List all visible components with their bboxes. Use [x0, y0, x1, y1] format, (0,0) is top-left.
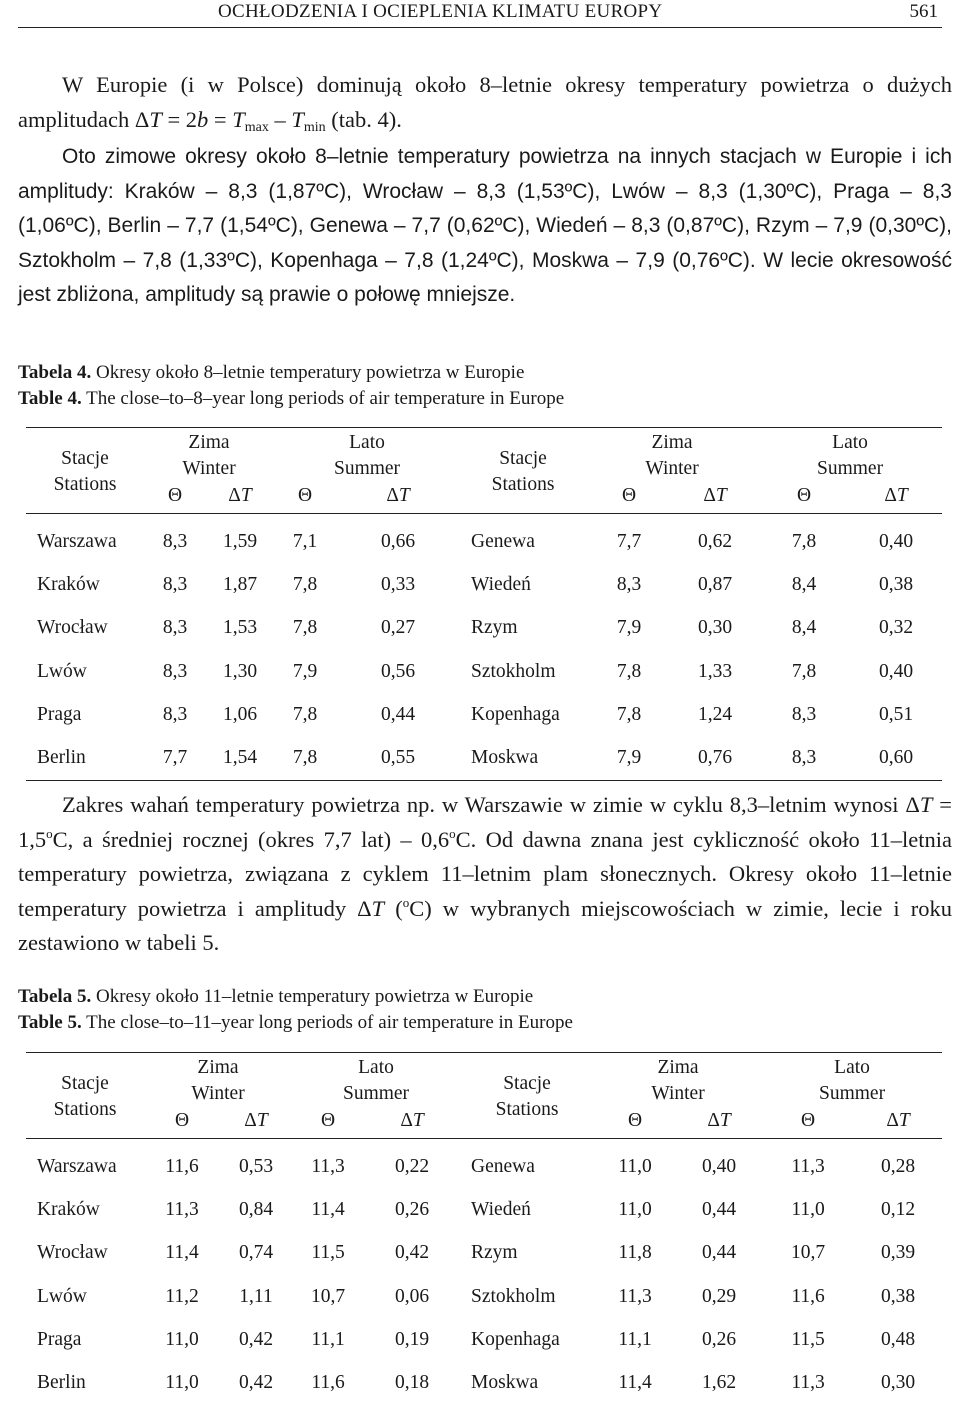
- value-cell: 7,8: [616, 703, 642, 725]
- value-cell: 11,1: [618, 1328, 652, 1350]
- value-cell: 0,26: [394, 1198, 430, 1220]
- value-cell: 11,3: [618, 1285, 652, 1307]
- value-cell: 8,3: [162, 573, 188, 595]
- station-name-cell: Wiedeń: [471, 1198, 531, 1220]
- station-name-cell: Sztokholm: [471, 660, 556, 682]
- theta-header: Θ: [621, 485, 637, 506]
- value-cell: 0,56: [380, 660, 416, 682]
- value-cell: 11,4: [311, 1198, 345, 1220]
- value-cell: 0,66: [380, 530, 416, 552]
- station-name-cell: Kopenhaga: [471, 703, 560, 725]
- paragraph-amplitudes: [18, 788, 952, 961]
- value-cell: 11,8: [618, 1242, 652, 1264]
- value-cell: 0,06: [394, 1285, 430, 1307]
- value-cell: 0,44: [380, 703, 416, 725]
- degree-mark: o: [46, 825, 53, 841]
- value-cell: 8,3: [791, 747, 817, 769]
- var-t: T: [371, 895, 385, 921]
- delta-symbol: Δ: [134, 106, 150, 132]
- value-cell: 1,53: [222, 617, 258, 639]
- table-row: [26, 514, 942, 564]
- station-name-cell: Rzym: [471, 1242, 518, 1264]
- station-name-cell: Lwów: [37, 1285, 87, 1307]
- value-cell: 8,3: [162, 530, 188, 552]
- station-name-cell: Wrocław: [37, 617, 108, 639]
- value-cell: 0,32: [878, 617, 914, 639]
- value-cell: 0,42: [238, 1328, 274, 1350]
- table-row: [26, 1275, 942, 1318]
- paragraph-amplitudes-text-f: C) w wybranych miejscowościach w zimie, lecie i roku zestawiono w tabeli 5.: [18, 895, 952, 956]
- value-cell: 11,3: [791, 1372, 825, 1394]
- summer-header: Lato Summer: [342, 1057, 410, 1104]
- table4-caption: [18, 360, 564, 412]
- value-cell: 0,39: [880, 1242, 916, 1264]
- table-row: [26, 736, 942, 780]
- paragraph-amplitudes-text-e: (: [384, 895, 403, 921]
- equals-text: = 2: [161, 106, 198, 132]
- value-cell: 0,76: [697, 747, 733, 769]
- table5-caption-pl: Okresy około 11–letnie temperatury powietrza w Europie: [91, 986, 534, 1007]
- station-name-cell: Moskwa: [471, 1372, 539, 1394]
- table-row: [26, 1188, 942, 1231]
- value-cell: 7,8: [292, 703, 318, 725]
- value-cell: 7,9: [616, 617, 642, 639]
- subscript-min: min: [303, 119, 326, 135]
- summer-header-2: Lato Summer: [818, 1057, 886, 1104]
- value-cell: 11,5: [311, 1242, 345, 1264]
- delta-t-header: ΔT: [886, 1110, 910, 1131]
- value-cell: 0,29: [701, 1285, 737, 1307]
- subscript-max: max: [244, 119, 269, 135]
- equals-text-2: =: [208, 106, 233, 132]
- value-cell: 0,26: [701, 1328, 737, 1350]
- theta-header: Θ: [174, 1110, 190, 1131]
- stations-header: Stacje Stations: [53, 1072, 117, 1120]
- station-name-cell: Moskwa: [471, 747, 539, 769]
- value-cell: 0,22: [394, 1155, 430, 1177]
- value-cell: 1,33: [697, 660, 733, 682]
- station-name-cell: Berlin: [37, 1372, 86, 1394]
- station-name-cell: Praga: [37, 703, 82, 725]
- paragraph-amplitudes-text-c: C, a średniej rocznej (okres 7,7 lat) – 0,6: [52, 826, 450, 852]
- value-cell: 0,84: [238, 1198, 274, 1220]
- delta-symbol: Δ: [905, 792, 920, 817]
- table5-label-en: Table 5.: [18, 1012, 82, 1033]
- value-cell: 11,0: [791, 1198, 825, 1220]
- value-cell: 0,18: [394, 1372, 430, 1394]
- station-name-cell: Genewa: [471, 530, 535, 552]
- value-cell: 11,6: [791, 1285, 825, 1307]
- var-t: T: [149, 106, 162, 132]
- table4-caption-en: The close–to–8–year long periods of air temperature in Europe: [81, 388, 565, 409]
- value-cell: 11,0: [165, 1328, 199, 1350]
- summer-header: Lato Summer: [333, 432, 401, 479]
- value-cell: 11,4: [618, 1372, 652, 1394]
- value-cell: 11,4: [165, 1242, 199, 1264]
- station-name-cell: Genewa: [471, 1155, 535, 1177]
- delta-t-header: ΔT: [884, 485, 908, 506]
- table5-label-pl: Tabela 5.: [18, 986, 92, 1007]
- delta-t-header: ΔT: [228, 485, 252, 506]
- station-name-cell: Lwów: [37, 660, 87, 682]
- table5-caption-en: The close–to–11–year long periods of air temperature in Europe: [81, 1012, 573, 1033]
- var-tmax: T: [232, 106, 245, 132]
- theta-header: Θ: [167, 485, 183, 506]
- value-cell: 7,7: [616, 530, 642, 552]
- paragraph-intro-tail: (tab. 4).: [325, 106, 402, 132]
- value-cell: 11,1: [311, 1328, 345, 1350]
- delta-t-header: ΔT: [386, 485, 410, 506]
- table-row: [26, 1139, 942, 1189]
- table-row: [26, 607, 942, 650]
- theta-header: Θ: [800, 1110, 816, 1131]
- value-cell: 7,8: [292, 573, 318, 595]
- value-cell: 1,59: [222, 530, 258, 552]
- value-cell: 7,8: [791, 530, 817, 552]
- summer-header-2: Lato Summer: [816, 432, 884, 479]
- value-cell: 7,1: [292, 530, 318, 552]
- value-cell: 11,6: [311, 1372, 345, 1394]
- station-name-cell: Wrocław: [37, 1242, 108, 1264]
- table-row: [26, 650, 942, 693]
- table4-label-en: Table 4.: [18, 388, 82, 409]
- station-name-cell: Berlin: [37, 747, 86, 769]
- winter-header: Zima Winter: [191, 1057, 245, 1104]
- delta-t-header: ΔT: [707, 1110, 731, 1131]
- table4: [26, 427, 942, 781]
- degree-mark: o: [449, 825, 456, 841]
- table5-body: [26, 1139, 942, 1405]
- station-name-cell: Warszawa: [37, 530, 117, 552]
- value-cell: 1,54: [222, 747, 258, 769]
- value-cell: 8,4: [791, 617, 817, 639]
- table-row: [26, 1361, 942, 1404]
- value-cell: 11,0: [165, 1372, 199, 1394]
- running-head: [18, 0, 942, 28]
- value-cell: 8,3: [616, 573, 642, 595]
- value-cell: 1,24: [697, 703, 733, 725]
- table4-caption-pl: Okresy około 8–letnie temperatury powietrza w Europie: [91, 362, 525, 383]
- value-cell: 0,12: [880, 1198, 916, 1220]
- page-number: 561: [909, 1, 938, 22]
- station-name-cell: Wiedeń: [471, 573, 531, 595]
- value-cell: 0,87: [697, 573, 733, 595]
- value-cell: 1,11: [239, 1285, 273, 1307]
- value-cell: 0,44: [701, 1242, 737, 1264]
- station-name-cell: Kraków: [37, 573, 100, 595]
- stations-header: Stacje Stations: [53, 447, 117, 495]
- table-row: [26, 693, 942, 736]
- value-cell: 0,33: [380, 573, 416, 595]
- value-cell: 8,4: [791, 573, 817, 595]
- value-cell: 0,44: [701, 1198, 737, 1220]
- paragraph-intro: [18, 68, 952, 137]
- winter-header: Zima Winter: [182, 432, 236, 479]
- station-name-cell: Warszawa: [37, 1155, 117, 1177]
- value-cell: 0,42: [238, 1372, 274, 1394]
- value-cell: 0,40: [701, 1155, 737, 1177]
- station-name-cell: Sztokholm: [471, 1285, 556, 1307]
- value-cell: 11,3: [165, 1198, 199, 1220]
- value-cell: 1,87: [222, 573, 258, 595]
- degree-mark: o: [402, 894, 410, 910]
- paragraph-winter-periods: [18, 140, 952, 313]
- value-cell: 0,38: [880, 1285, 916, 1307]
- paragraph-winter-periods-text: Oto zimowe okresy około 8–letnie temperatury powietrza na innych stacjach w Europie i ich amplitudy: Kraków – 8,3 (1,87ºC), Wrocław – 8,3 (1,53ºC), Lwów – 8,3 (1,30ºC), Praga – 8,3 (1,06ºC), Berlin – 7,7 (1,54ºC), Genewa – 7,7 (0,62ºC), Wiedeń – 8,3 (0,87ºC), Rzym – 7,9 (0,30ºC), Sztokholm – 7,8 (1,33ºC), Kopenhaga – 7,8 (1,24ºC), Moskwa – 7,9 (0,76ºC). W lecie okresowość jest zbliżona, amplitudy są prawie o połowę mniejsze.: [18, 145, 952, 306]
- station-name-cell: Rzym: [471, 617, 518, 639]
- dash-text: –: [268, 106, 292, 132]
- delta-t-header: ΔT: [703, 485, 727, 506]
- table4-body: [26, 514, 942, 781]
- theta-header: Θ: [627, 1110, 643, 1131]
- var-tmin: T: [291, 106, 304, 132]
- value-cell: 11,0: [618, 1155, 652, 1177]
- value-cell: 0,74: [238, 1242, 274, 1264]
- value-cell: 7,8: [292, 617, 318, 639]
- paragraph-amplitudes-text-b: = 1,5: [18, 792, 952, 852]
- delta-symbol: Δ: [357, 895, 372, 921]
- value-cell: 0,30: [880, 1372, 916, 1394]
- value-cell: 0,48: [880, 1328, 916, 1350]
- running-head-title: OCHŁODZENIA I OCIEPLENIA KLIMATU EUROPY: [218, 1, 663, 22]
- station-name-cell: Praga: [37, 1328, 82, 1350]
- value-cell: 0,51: [878, 703, 914, 725]
- value-cell: 0,27: [380, 617, 416, 639]
- delta-t-header: ΔT: [244, 1110, 268, 1131]
- theta-header: Θ: [796, 485, 812, 506]
- value-cell: 0,38: [878, 573, 914, 595]
- var-t: T: [919, 792, 933, 817]
- value-cell: 0,62: [697, 530, 733, 552]
- station-name-cell: Kraków: [37, 1198, 100, 1220]
- table-row: [26, 563, 942, 606]
- value-cell: 0,19: [394, 1328, 430, 1350]
- value-cell: 1,30: [222, 660, 258, 682]
- value-cell: 11,2: [165, 1285, 199, 1307]
- value-cell: 8,3: [162, 617, 188, 639]
- table-row: [26, 1232, 942, 1275]
- value-cell: 7,9: [616, 747, 642, 769]
- paragraph-intro-text: W Europie (i w Polsce) dominują około 8–letnie okresy temperatury powietrza o dużych amplitudach: [18, 72, 952, 132]
- table5: [26, 1052, 942, 1405]
- value-cell: 8,3: [162, 703, 188, 725]
- var-b: b: [197, 106, 209, 132]
- value-cell: 8,3: [162, 660, 188, 682]
- table4-label-pl: Tabela 4.: [18, 362, 92, 383]
- stations-header-2: Stacje Stations: [495, 1072, 559, 1120]
- value-cell: 11,0: [618, 1198, 652, 1220]
- value-cell: 10,7: [310, 1285, 346, 1307]
- value-cell: 0,30: [697, 617, 733, 639]
- value-cell: 7,9: [292, 660, 318, 682]
- value-cell: 7,8: [292, 747, 318, 769]
- stations-header-2: Stacje Stations: [491, 447, 555, 495]
- paragraph-amplitudes-text-a: Zakres wahań temperatury powietrza np. w Warszawie w zimie w cyklu 8,3–letnim wynosi: [62, 792, 906, 817]
- winter-header-2: Zima Winter: [651, 1057, 705, 1104]
- winter-header-2: Zima Winter: [645, 432, 699, 479]
- theta-header: Θ: [297, 485, 313, 506]
- value-cell: 7,7: [162, 747, 188, 769]
- value-cell: 8,3: [791, 703, 817, 725]
- value-cell: 7,8: [791, 660, 817, 682]
- delta-t-header: ΔT: [400, 1110, 424, 1131]
- value-cell: 7,8: [616, 660, 642, 682]
- station-name-cell: Kopenhaga: [471, 1328, 560, 1350]
- value-cell: 1,62: [701, 1372, 737, 1394]
- table5-caption: [18, 984, 573, 1036]
- paragraph-amplitudes-text-d: C. Od dawna znana jest cykliczność około 11–letnia temperatury powietrza, związana z cyklem 11–letnim plam słonecznych. Okresy około 11–letnie temperatury powietrza i amplitudy: [18, 826, 953, 921]
- value-cell: 0,28: [880, 1155, 916, 1177]
- value-cell: 1,06: [222, 703, 258, 725]
- table-row: [26, 1318, 942, 1361]
- value-cell: 11,6: [165, 1155, 199, 1177]
- value-cell: 10,7: [790, 1242, 826, 1264]
- value-cell: 0,55: [380, 747, 416, 769]
- value-cell: 0,53: [238, 1155, 274, 1177]
- value-cell: 0,60: [878, 747, 914, 769]
- value-cell: 0,40: [878, 530, 914, 552]
- value-cell: 0,42: [394, 1242, 430, 1264]
- value-cell: 11,5: [791, 1328, 825, 1350]
- value-cell: 11,3: [311, 1155, 345, 1177]
- theta-header: Θ: [320, 1110, 336, 1131]
- value-cell: 11,3: [791, 1155, 825, 1177]
- value-cell: 0,40: [878, 660, 914, 682]
